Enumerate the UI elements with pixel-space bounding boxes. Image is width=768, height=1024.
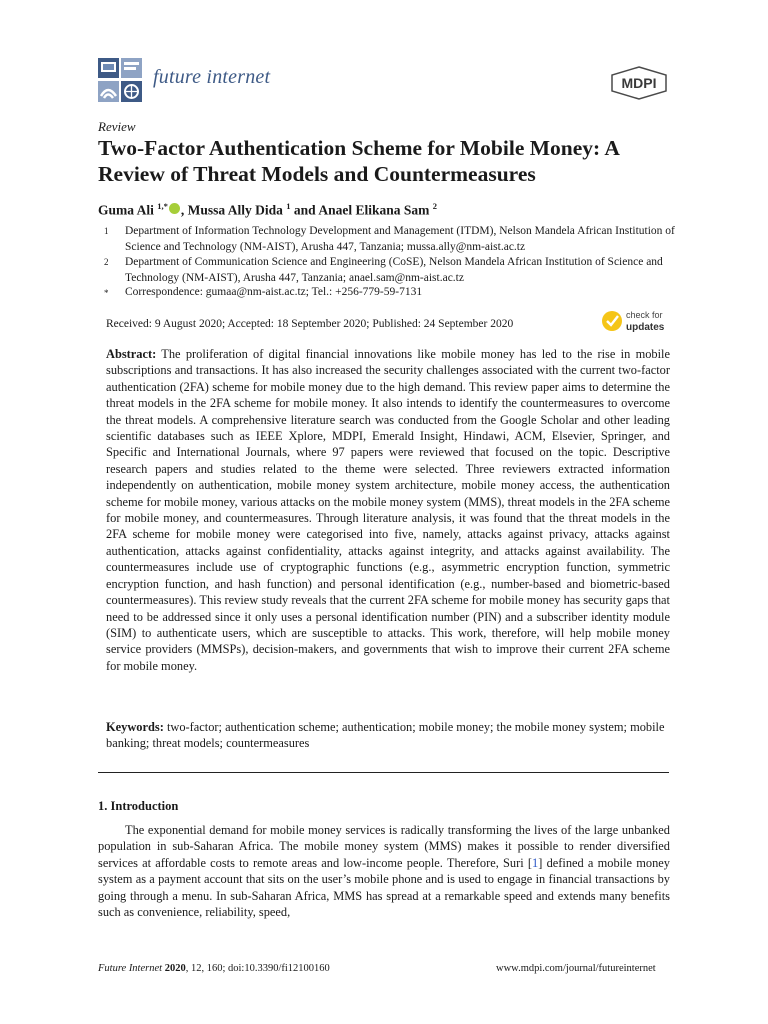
footer-volume: , 12, 160; doi:10.3390/fi12100160 bbox=[185, 963, 330, 974]
intro-text: The exponential demand for mobile money services is radically transforming the lives of the large unbanked population in sub-Saharan Africa. The mobile money system (MMS) makes it possible to render diversified services at affordable costs to remote areas and low-income people. Therefore, Suri [ bbox=[98, 823, 670, 870]
orcid-icon[interactable] bbox=[169, 203, 180, 214]
author-separator: and bbox=[293, 202, 316, 218]
publisher-name: MDPI bbox=[621, 75, 657, 91]
keywords-label: Keywords: bbox=[106, 720, 164, 734]
author-separator: , bbox=[180, 202, 185, 218]
author-name[interactable]: Guma Ali bbox=[98, 202, 154, 218]
intro-text: ] defined a mobile money system as a payment account that sits on the user’s mobile phone and is used to engage in financial transactions by going through a menu. In sub-Saharan Africa, MMS has spread at a remarkable speed and extends many benefits such as convenience, reliability, speed, bbox=[98, 855, 670, 920]
section-heading: 1. Introduction bbox=[98, 799, 179, 813]
author-name[interactable]: Anael Elikana Sam bbox=[318, 202, 430, 218]
footer-url[interactable]: www.mdpi.com/journal/futureinternet bbox=[496, 963, 656, 974]
citation-link[interactable]: 1 bbox=[532, 855, 539, 870]
abstract-label: Abstract: bbox=[106, 347, 157, 361]
intro-paragraph bbox=[98, 822, 670, 920]
journal-name: future internet bbox=[153, 66, 271, 88]
keywords-text: two-factor; authentication scheme; authentication; mobile money; the mobile money system; mobile banking; threat models; countermeasures bbox=[106, 720, 665, 751]
keywords bbox=[106, 719, 670, 752]
footer-year: 2020 bbox=[164, 963, 186, 974]
affiliation-text: Department of Information Technology Development and Management (ITDM), Nelson Mandela African Institution of Science and Technology (NM-AIST), Arusha 447, Tanzania; mussa.ally@nm-aist.ac.tz bbox=[125, 225, 675, 253]
journal-logo-icon bbox=[98, 58, 142, 102]
publication-dates: Received: 9 August 2020; Accepted: 18 September 2020; Published: 24 September 2020 bbox=[106, 318, 514, 330]
author-affil-mark: 2 bbox=[432, 201, 437, 211]
author-affil-mark: 1,* bbox=[157, 201, 168, 211]
abstract bbox=[106, 346, 670, 674]
check-for-updates-badge[interactable] bbox=[601, 307, 673, 335]
article-type: Review bbox=[98, 119, 136, 134]
correspondence-text: Correspondence: gumaa@nm-aist.ac.tz; Tel.: +256-779-59-7131 bbox=[125, 286, 423, 298]
affiliation-mark: 1 bbox=[104, 226, 109, 236]
section-divider bbox=[98, 772, 669, 773]
affiliation-mark: * bbox=[104, 288, 109, 298]
abstract-text: The proliferation of digital financial innovations like mobile money has led to the rise in mobile subscriptions and transactions. It has also increased the security challenges associated with the current two-factor authentication (2FA) scheme for mobile money due to the high demand. This review paper aims to determine the threat models in the 2FA scheme for mobile money. It also intends to identify the countermeasures to overcome the threat models. A comprehensive literature search was conducted from the Google Scholar and other leading scientific databases such as IEEE Xplore, MDPI, Emerald Insight, Hindawi, ACM, Elsevier, Springer, and Specific and International Journals, where 97 papers were reviewed that focused on the topic. Descriptive research papers and studies related to the theme were selected. Three reviewers extracted information independently on authentication, mobile money system architecture, mobile money access, the authentication scheme for mobile money, various attacks on the mobile money system (MMS), threat models in the 2FA scheme for mobile money, and countermeasures. Through literature analysis, it was found that the threat models in the 2FA scheme for mobile money were categorised into five, namely, attacks against privacy, attacks against authentication, attacks against confidentiality, attacks against integrity, and attacks against availability. The countermeasures include use of cryptographic functions (e.g., asymmetric encryption function, symmetric encryption function, and hash function) and personal identification (e.g., number-based and biometric-based countermeasures). This review study reveals that the current 2FA scheme for mobile money has security gaps that need to be addressed since it only uses a personal identification number (PIN) and a subscriber identity module (SIM) to authenticate users, which are susceptible to attacks. This work, therefore, will help mobile money service providers (MMSPs), decision-makers, and governments that wish to improve their current 2FA scheme for mobile money. bbox=[106, 347, 670, 673]
author-name[interactable]: Mussa Ally Dida bbox=[187, 202, 283, 218]
footer-journal: Future Internet bbox=[98, 963, 163, 974]
article-title: Two-Factor Authentication Scheme for Mobile Money: A Review of Threat Models and Countermeasures bbox=[98, 136, 619, 186]
affiliation-mark: 2 bbox=[104, 257, 109, 267]
mdpi-logo-icon bbox=[610, 66, 668, 100]
footer-citation bbox=[98, 963, 330, 974]
author-affil-mark: 1 bbox=[286, 201, 291, 211]
affiliation-text: Department of Communication Science and Engineering (CoSE), Nelson Mandela African Institution of Science and Technology (NM-AIST), Arusha 447, Tanzania; anael.sam@nm-aist.ac.tz bbox=[125, 256, 663, 284]
check-updates-line2: updates bbox=[626, 322, 665, 333]
author-list bbox=[98, 201, 437, 219]
check-updates-line1: check for bbox=[626, 310, 663, 320]
